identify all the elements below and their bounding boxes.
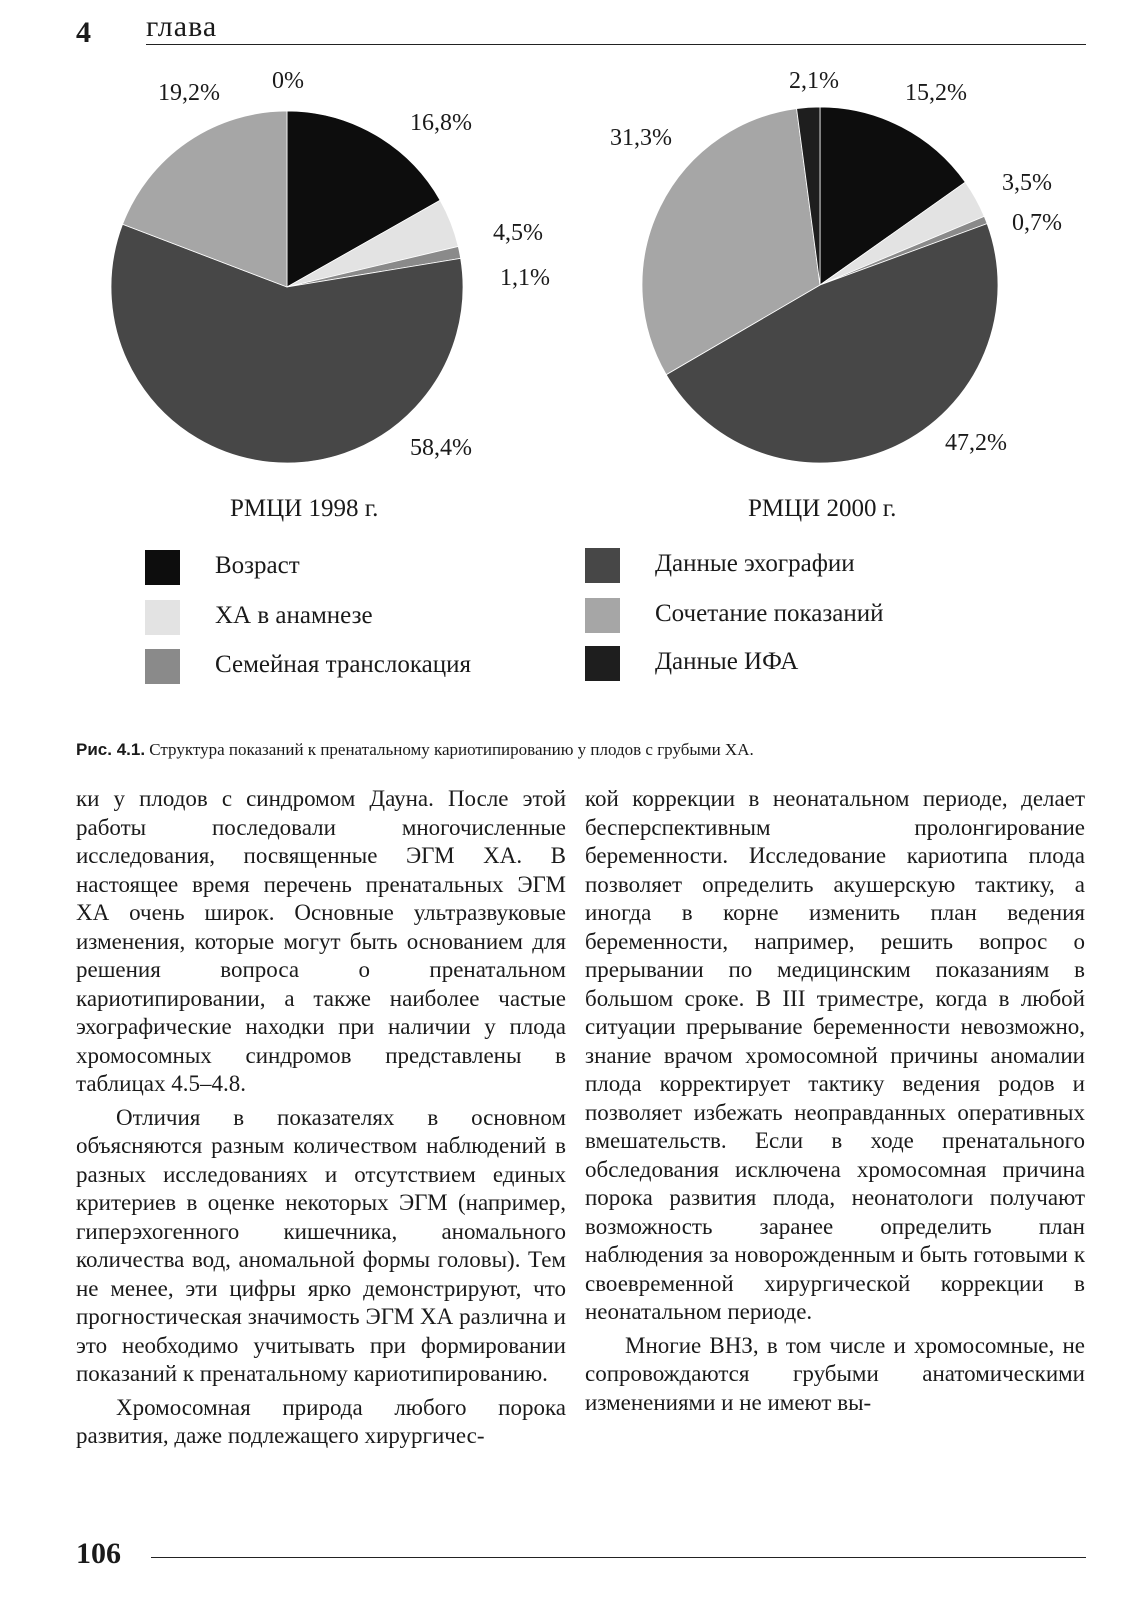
legend-swatch	[585, 646, 620, 681]
paragraph: Хромосомная природа любого порока развития, даже подлежащего хирургичес-	[76, 1394, 566, 1448]
body-column-left	[76, 785, 566, 1451]
legend-label: Возраст	[215, 552, 300, 579]
legend-label: Сочетание показаний	[655, 600, 884, 627]
pie-data-label: 3,5%	[1002, 170, 1052, 196]
pie-data-label: 58,4%	[410, 435, 472, 461]
figure-charts	[0, 50, 1131, 550]
pie-data-label: 31,3%	[610, 125, 672, 151]
header-rule	[146, 44, 1086, 45]
running-header	[76, 6, 1086, 49]
legend-swatch	[585, 598, 620, 633]
page-number: 106	[76, 1537, 121, 1570]
pie-data-label: 47,2%	[945, 430, 1007, 456]
footer-rule	[151, 1557, 1086, 1558]
pie-data-label: 0%	[272, 68, 304, 94]
paragraph: Отличия в показателях в основном объясняются разным количеством наблюдений в разных исследованиях и отсутствием единых критериев в оценке некоторых ЭГМ (например, гиперэхогенного кишечника, аномального количества вод, аномальной формы головы). Тем не менее, эти цифры ярко демонстрируют, что прогностическая значимость ЭГМ ХА различна и это необходимо учитывать при формировании показаний к пренатальному кариотипированию.	[76, 1104, 566, 1386]
pie-data-label: 16,8%	[410, 110, 472, 136]
legend-swatch	[585, 548, 620, 583]
legend-swatch	[145, 550, 180, 585]
paragraph: Многие ВНЗ, в том числе и хромосомные, не сопровождаются грубыми анатомическими изменениями и не имеют вы-	[585, 1332, 1085, 1415]
chapter-word: глава	[146, 10, 218, 43]
legend-swatch	[145, 600, 180, 635]
pie-charts	[0, 50, 1131, 550]
chart-title-1998: РМЦИ 1998 г.	[230, 495, 379, 522]
chart-title-2000: РМЦИ 2000 г.	[748, 495, 897, 522]
figure-caption-text: Структура показаний к пренатальному кариотипированию у плодов с грубыми ХА.	[149, 740, 754, 759]
pie-data-label: 0,7%	[1012, 210, 1062, 236]
legend-label: Данные ИФА	[655, 648, 799, 675]
pie-data-label: 2,1%	[789, 68, 839, 94]
body-column-right	[585, 785, 1085, 1417]
legend-label: Данные эхографии	[655, 550, 855, 577]
pie-data-label: 19,2%	[158, 80, 220, 106]
paragraph: кой коррекции в неонатальном периоде, делает бесперспективным пролонгирование беременности. Исследование кариотипа плода позволяет определить акушерскую тактику, а иногда в корне изменить план ведения беременности, например, решить вопрос о прерывании по медицинским показаниям в большом сроке. В III триместре, когда в любой ситуации прерывание беременности невозможно, знание врачом хромосомной причины аномалии плода корректирует тактику ведения родов и позволяет избежать неоправданных оперативных вмешательств. Если в ходе пренатального обследования исключена хромосомная причина порока развития плода, неонатологи получают возможность заранее определить план наблюдения за новорожденным и быть готовыми к своевременной хирургической коррекции в неонатальном периоде.	[585, 786, 1085, 1324]
legend-label: Семейная транслокация	[215, 651, 471, 678]
chapter-number: 4	[76, 16, 91, 49]
pie-data-label: 15,2%	[905, 80, 967, 106]
pie-data-label: 1,1%	[500, 265, 550, 291]
legend-label: ХА в анамнезе	[215, 602, 373, 629]
legend-swatch	[145, 649, 180, 684]
figure-caption	[76, 740, 1076, 760]
paragraph: ки у плодов с синдромом Дауна. После этой работы последовали многочисленные исследования, посвященные ЭГМ ХА. В настоящее время перечень пренатальных ЭГМ ХА очень широк. Основные ультразвуковые изменения, которые могут быть основанием для решения вопроса о пренатальном кариотипировании, а также наиболее частые эхографические находки при наличии у плода хромосомных синдромов представлены в таблицах 4.5–4.8.	[76, 786, 566, 1096]
running-footer	[76, 1537, 1086, 1577]
pie-data-label: 4,5%	[493, 220, 543, 246]
figure-label: Рис. 4.1.	[76, 740, 146, 759]
